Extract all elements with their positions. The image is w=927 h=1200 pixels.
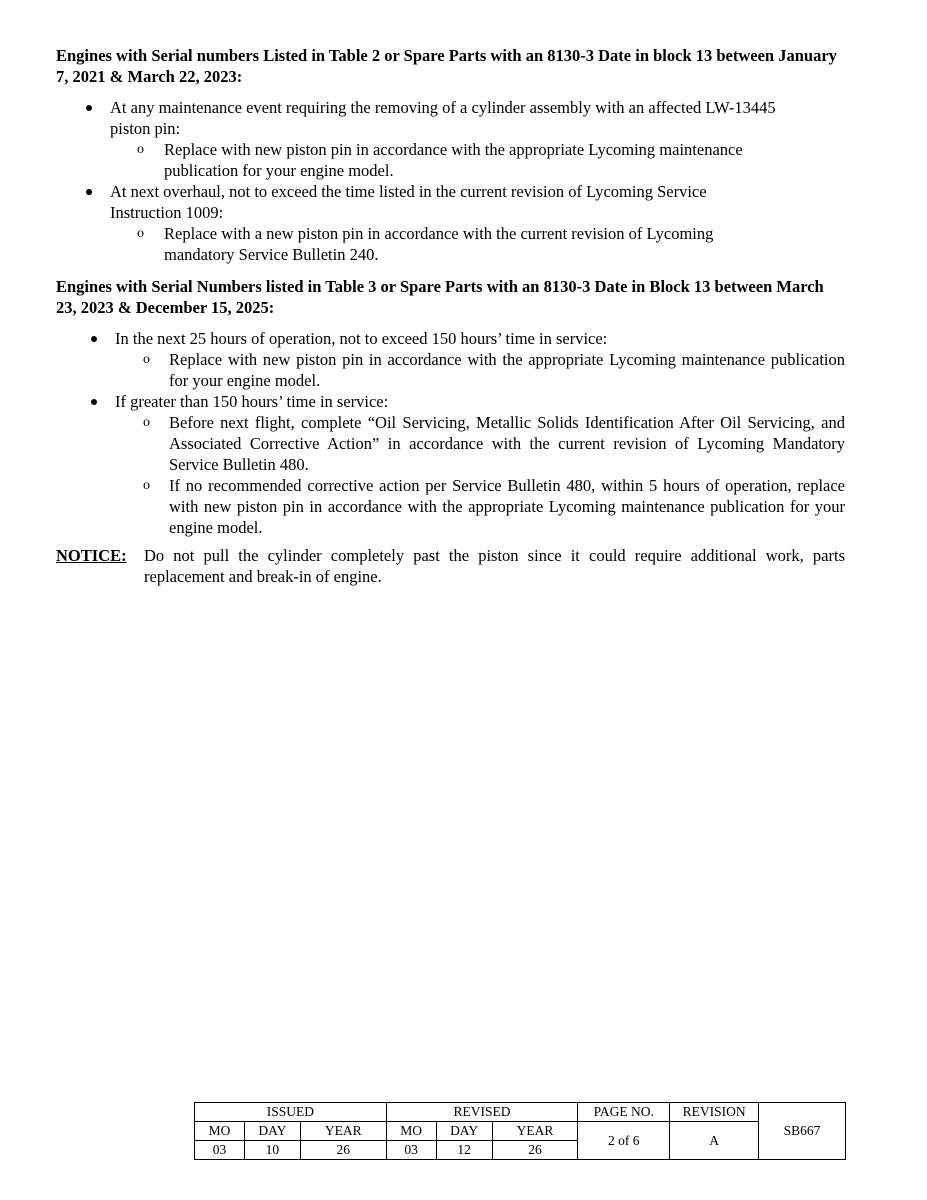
section2-bullet2-sub2: If no recommended corrective action per Service Bulletin 480, within 5 hours of operation, replace with new piston pin in accordance with the appropriate Lycoming maintenance publication for your engine model. [169,476,845,537]
section2-bullet2-text: If greater than 150 hours’ time in service: [115,392,389,411]
revised-day-value: 12 [436,1141,492,1160]
section1-bullet1-line2: piston pin: [110,119,181,138]
issued-mo-value: 03 [195,1141,245,1160]
page-no-value: 2 of 6 [578,1122,670,1160]
bullet-icon [91,399,97,405]
doc-number: SB667 [759,1103,846,1160]
notice-label: NOTICE: [56,546,127,565]
revised-header: REVISED [386,1103,578,1122]
revised-year-label: YEAR [492,1122,578,1141]
bullet-icon [86,189,92,195]
section2-bullet2-sub1: Before next flight, complete “Oil Servicing, Metallic Solids Identification After Oil Servicing, and Associated Corrective Action” in accordance with the current revision of Lycoming Mandatory Service Bulletin 480. [169,413,845,474]
issued-day-value: 10 [244,1141,300,1160]
revision-header: REVISION [670,1103,759,1122]
sub-bullet-icon: o [143,352,150,367]
revised-year-value: 26 [492,1141,578,1160]
section1-bullet2-sub-line1: Replace with a new piston pin in accordance with the current revision of Lycoming [164,224,714,243]
revised-day-label: DAY [436,1122,492,1141]
sub-bullet-icon: o [143,415,150,430]
issued-year-value: 26 [300,1141,386,1160]
sub-bullet-icon: o [143,478,150,493]
section1-bullet1-sub-line1: Replace with new piston pin in accordance with the appropriate Lycoming maintenance [164,140,743,159]
bullet-icon [86,105,92,111]
section1-bullet2-sub-line2: mandatory Service Bulletin 240. [164,245,379,264]
section2-bullet1-sub: Replace with new piston pin in accordance with the appropriate Lycoming maintenance publication for your engine model. [169,350,845,390]
page-no-header: PAGE NO. [578,1103,670,1122]
sub-bullet-icon: o [137,226,144,241]
section1-bullet2-line2: Instruction 1009: [110,203,224,222]
revised-mo-label: MO [386,1122,436,1141]
footer-table [194,1102,846,1160]
section1-heading: Engines with Serial numbers Listed in Table 2 or Spare Parts with an 8130-3 Date in block 13 between January 7, 2021 & March 22, 2023: [56,46,837,86]
section2-heading: Engines with Serial Numbers listed in Table 3 or Spare Parts with an 8130-3 Date in Block 13 between March 23, 2023 & December 15, 2025: [56,277,824,317]
issued-year-label: YEAR [300,1122,386,1141]
section1-bullet1-sub-line2: publication for your engine model. [164,161,394,180]
issued-day-label: DAY [244,1122,300,1141]
notice-text: Do not pull the cylinder completely past the piston since it could require additional work, parts replacement and break-in of engine. [144,546,845,586]
issued-header: ISSUED [195,1103,387,1122]
section1-bullet2-line1: At next overhaul, not to exceed the time listed in the current revision of Lycoming Service [110,182,707,201]
section1-bullet1-line1: At any maintenance event requiring the removing of a cylinder assembly with an affected LW-13445 [110,98,776,117]
bullet-icon [91,336,97,342]
issued-mo-label: MO [195,1122,245,1141]
revision-value: A [670,1122,759,1160]
sub-bullet-icon: o [137,142,144,157]
section2-bullet1-text: In the next 25 hours of operation, not to exceed 150 hours’ time in service: [115,329,608,348]
revised-mo-value: 03 [386,1141,436,1160]
